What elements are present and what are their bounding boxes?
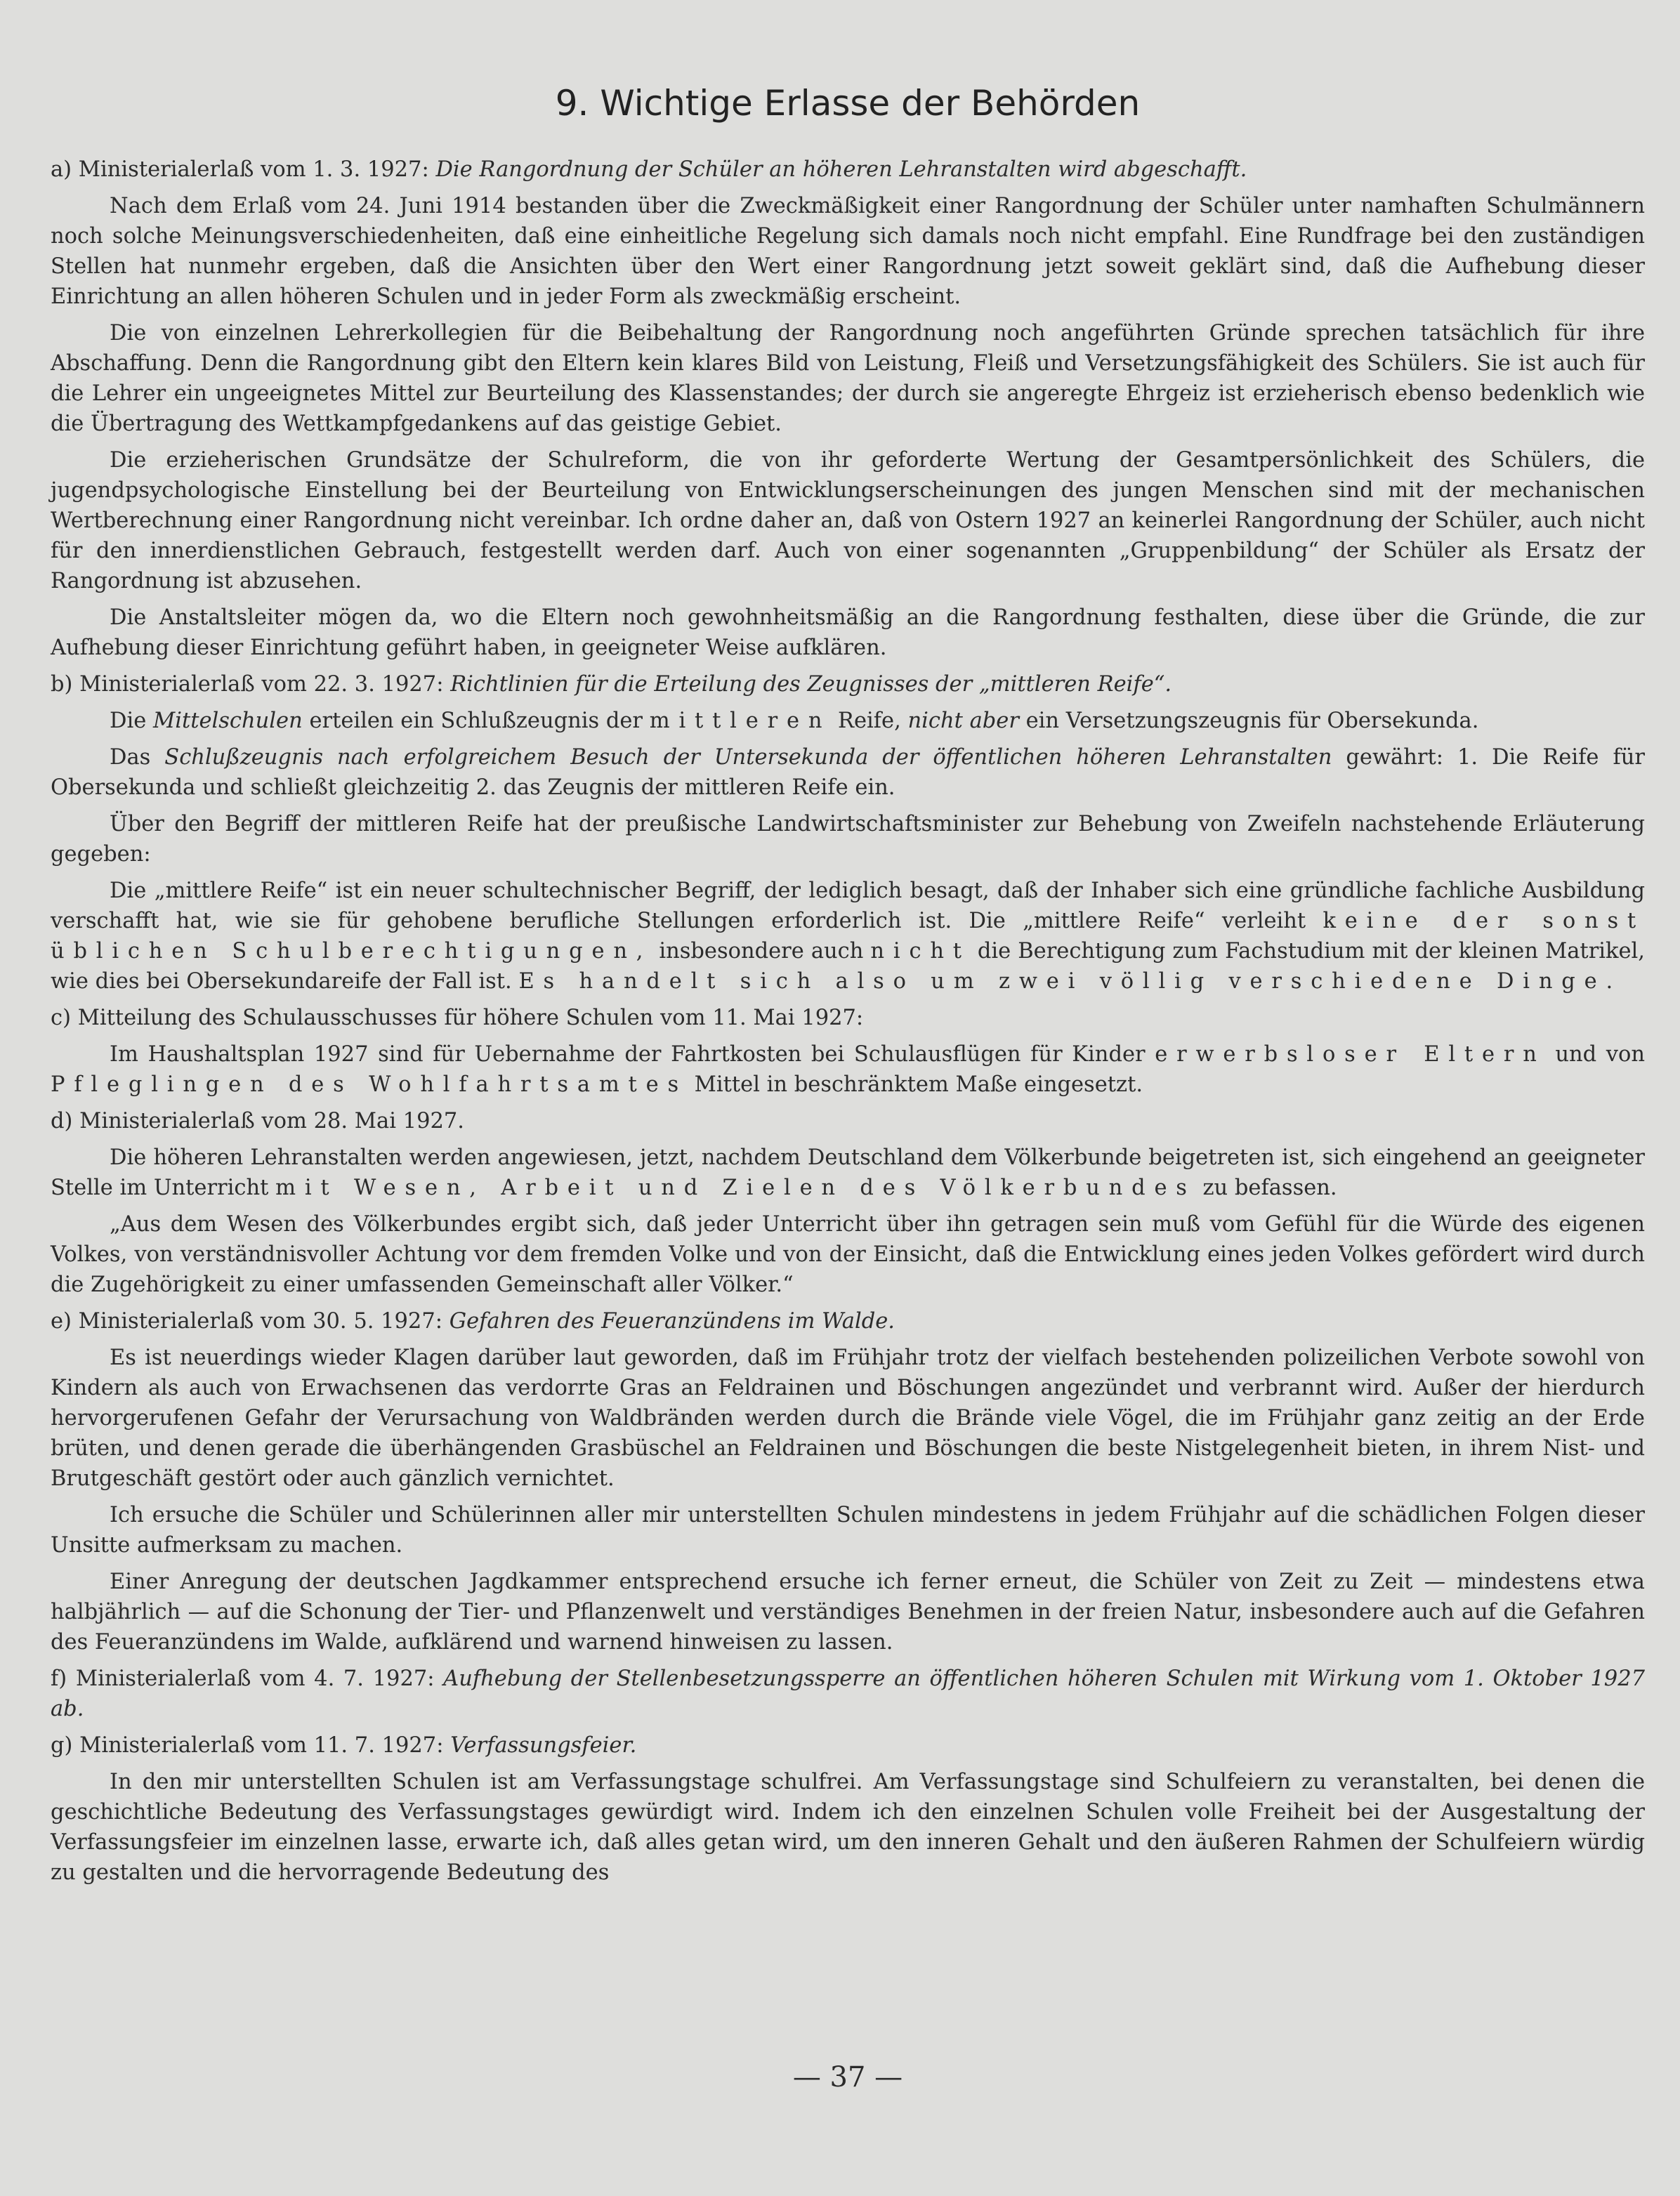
text-run-spaced: erwerbsloser Eltern (1155, 1042, 1546, 1067)
paragraph: Es ist neuerdings wieder Klagen darüber laut geworden, daß im Frühjahr trotz der vielfach bestehenden polizeilichen Verbote sowohl von Kindern als auch von Erwachsenen das verdorrte Gras an Feldrainen und Böschungen angezündet und verbrannt wird. Außer der hierdurch hervorgerufenen Gefahr der Verursachung von Waldbränden werden durch die Brände viele Vögel, die im Frühjahr ganz zeitig an der Erde brüten, und denen gerade die überhängenden Grasbüschel an Feldrainen und Böschungen die beste Nistgelegenheit bieten, in ihrem Nist- und Brutgeschäft gestört oder auch gänzlich vernichtet. (51, 1346, 1645, 1491)
paragraph: Die Anstaltsleiter mögen da, wo die Eltern noch gewohnheitsmäßig an die Rangordnung festhalten, diese über die Gründe, die zur Aufhebung dieser Einrichtung geführt haben, in geeigneter Weise aufklären. (51, 605, 1645, 660)
section-d-heading (51, 1106, 1645, 1136)
text-run: zu befassen. (1202, 1176, 1337, 1200)
paragraph: Nach dem Erlaß vom 24. Juni 1914 bestanden über die Zweckmäßigkeit einer Rangordnung der Schüler unter namhaften Schulmännern noch solche Meinungsverschiedenheiten, daß eine einheitliche Regelung sich damals noch nicht empfahl. Eine Rundfrage bei den zuständigen Stellen hat nunmehr ergeben, daß die Ansichten über den Wert einer Rangordnung jetzt soweit geklärt sind, daß die Aufhebung dieser Einrichtung an allen höheren Schulen und in jeder Form als zweckmäßig erscheint. (51, 194, 1645, 309)
paragraph: Die von einzelnen Lehrerkollegien für die Beibehaltung der Rangordnung noch angeführten Gründe sprechen tatsächlich für ihre Abschaffung. Denn die Rangordnung gibt den Eltern kein klares Bild von Leistung, Fleiß und Versetzungsfähigkeit des Schülers. Sie ist auch für die Lehrer ein ungeeignetes Mittel zur Beurteilung des Klassenstandes; der durch sie angeregte Ehrgeiz ist erzieherisch ebenso bedenklich wie die Übertragung des Wettkampfgedankens auf das geistige Gebiet. (51, 321, 1645, 436)
text-run: erteilen ein Schlußzeugnis der (309, 709, 643, 733)
paragraph: In den mir unterstellten Schulen ist am Verfassungstage schulfrei. Am Verfassungstage sind Schulfeiern zu veranstalten, bei denen die geschichtliche Bedeutung des Verfassungstages gewürdigt wird. Indem ich den einzelnen Schulen volle Freiheit bei der Ausgestaltung der Verfassungsfeier im einzelnen lasse, erwarte ich, daß alles getan wird, um den inneren Gehalt und den äußeren Rahmen der Schulfeiern würdig zu gestalten und die hervorragende Bedeutung des (51, 1770, 1645, 1885)
section-e-heading (51, 1306, 1645, 1336)
text-run: gewährt: 1. Die Reife für Obersekunda und schließt gleichzeitig 2. das Zeugnis der mittleren Reife ein. (51, 745, 1645, 800)
section-head-title: Die Rangordnung der Schüler an höheren Lehranstalten wird abgeschafft. (435, 157, 1247, 182)
text-run-spaced: mittleren (649, 709, 832, 733)
page-title: 9. Wichtige Erlasse der Behörden (555, 83, 1141, 124)
text-run: die Berechtigung zum Fachstudium mit der kleinen Matrikel, wie dies bei Obersekundareife der Fall ist. (51, 939, 1646, 994)
section-head: Ministerialerlaß vom 1. 3. 1927: (78, 157, 429, 182)
section-label: a) (51, 157, 72, 182)
document-body (51, 154, 1645, 1894)
paragraph (51, 706, 1645, 736)
text-run: Das (110, 745, 151, 770)
paragraph (51, 742, 1645, 803)
text-run: und von (1555, 1042, 1645, 1067)
section-head: Ministerialerlaß vom 22. 3. 1927: (79, 672, 444, 697)
section-a-heading (51, 154, 1645, 185)
paragraph (51, 876, 1645, 997)
paragraph: Über den Begriff der mittleren Reife hat der preußische Landwirtschaftsminister zur Behebung von Zweifeln nachstehende Erläuterung gegeben: (51, 812, 1645, 867)
text-run: Im Haushaltsplan 1927 sind für Uebernahme der Fahrtkosten bei Schulausflügen für Kinder (110, 1042, 1146, 1067)
section-f-heading (51, 1664, 1645, 1724)
section-c-heading (51, 1003, 1645, 1033)
section-head-title: Aufhebung der Stellenbesetzungssperre an öffentlichen höheren Schulen mit Wirkung vom 1. Oktober 1927 ab. (51, 1666, 1645, 1721)
paragraph: Die erzieherischen Grundsätze der Schulreform, die von ihr geforderte Wertung der Gesamtpersönlichkeit des Schülers, die jugendpsychologische Einstellung bei der Beurteilung von Entwicklungserscheinungen des jungen Menschen sind mit der mechanischen Wertberechnung einer Rangordnung nicht vereinbar. Ich ordne daher an, daß von Ostern 1927 an keinerlei Rangordnung der Schüler, auch nicht für den innerdienstlichen Gebrauch, festgestellt werden darf. Auch von einer sogenannten „Gruppenbildung“ der Schüler als Ersatz der Rangordnung ist abzusehen. (51, 448, 1645, 593)
section-head: Ministerialerlaß vom 28. Mai 1927. (79, 1109, 464, 1133)
text-run: Die (110, 709, 147, 733)
text-run: Reife, (837, 709, 901, 733)
paragraph: Ich ersuche die Schüler und Schülerinnen aller mir unterstellten Schulen mindestens in jedem Frühjahr auf die schädlichen Folgen dieser Unsitte aufmerksam zu machen. (51, 1503, 1645, 1558)
text-run-spaced: Es handelt sich also um zwei völlig verschiedene Dinge. (518, 969, 1622, 994)
section-head-title: Richtlinien für die Erteilung des Zeugnisses der „mittleren Reife“. (450, 672, 1172, 697)
text-run: Die höheren Lehranstalten werden angewiesen, jetzt, nachdem Deutschland dem Völkerbunde beigetreten ist, sich eingehend an geeigneter Stelle im Unterricht (51, 1145, 1645, 1200)
section-label: d) (51, 1109, 73, 1133)
text-run-spaced: keine der sonst üblichen Schulberechtigungen, (51, 909, 1645, 964)
page-number: — 37 — (792, 2061, 903, 2093)
section-head-title: Verfassungsfeier. (450, 1733, 637, 1758)
section-label: c) (51, 1006, 71, 1030)
section-head-title: Gefahren des Feueranzündens im Walde. (449, 1309, 895, 1334)
paragraph: Einer Anregung der deutschen Jagdkammer entsprechend ersuche ich ferner erneut, die Schüler von Zeit zu Zeit — mindestens etwa halbjährlich — auf die Schonung der Tier- und Pflanzenwelt und verständiges Benehmen in der freien Natur, insbesondere auch auf die Gefahren des Feueranzündens im Walde, aufklärend und warnend hinweisen zu lassen. (51, 1570, 1645, 1655)
text-run: Die „mittlere Reife“ ist ein neuer schultechnischer Begriff, der lediglich besagt, daß der Inhaber sich eine gründliche fachliche Ausbildung verschafft hat, wie sie für gehobene berufliche Stellungen erforderlich ist. Die „mittlere Reife“ verleiht (51, 879, 1645, 933)
text-run: Mittel in beschränktem Maße eingesetzt. (694, 1072, 1143, 1097)
text-run-spaced: Pfleglingen des Wohlfahrtsamtes (51, 1072, 688, 1097)
paragraph (51, 1039, 1645, 1100)
section-head: Ministerialerlaß vom 11. 7. 1927: (79, 1733, 444, 1758)
section-head: Mitteilung des Schulausschusses für höhere Schulen vom 11. Mai 1927: (77, 1006, 864, 1030)
text-run: insbesondere auch (659, 939, 864, 964)
section-label: f) (51, 1666, 67, 1691)
text-run-italic: nicht aber (907, 709, 1019, 733)
section-label: g) (51, 1733, 73, 1758)
section-head: Ministerialerlaß vom 4. 7. 1927: (75, 1666, 435, 1691)
text-run-spaced: nicht (870, 939, 971, 964)
section-head: Ministerialerlaß vom 30. 5. 1927: (78, 1309, 443, 1334)
text-run-italic: Mittelschulen (152, 709, 303, 733)
document-page (51, 0, 1645, 2196)
paragraph (51, 1143, 1645, 1203)
section-label: b) (51, 672, 73, 697)
text-run-italic: Schlußzeugnis nach erfolgreichem Besuch der Untersekunda der öffentlichen höheren Lehranstalten (164, 745, 1332, 770)
section-b-heading (51, 669, 1645, 699)
quotation: „Aus dem Wesen des Völkerbundes ergibt sich, daß jeder Unterricht über ihn getragen sein muß vom Gefühl für die Würde des eigenen Volkes, von verständnisvoller Achtung vor dem fremden Volke und von der Einsicht, daß die Entwicklung eines jeden Volkes gefördert wird durch die Zugehörigkeit zu einer umfassenden Gemeinschaft aller Völker.“ (51, 1212, 1645, 1297)
section-label: e) (51, 1309, 72, 1334)
text-run: ein Versetzungszeugnis für Obersekunda. (1025, 709, 1479, 733)
text-run-spaced: mit Wesen, Arbeit und Zielen des Völkerbundes (275, 1176, 1196, 1200)
section-g-heading (51, 1730, 1645, 1761)
